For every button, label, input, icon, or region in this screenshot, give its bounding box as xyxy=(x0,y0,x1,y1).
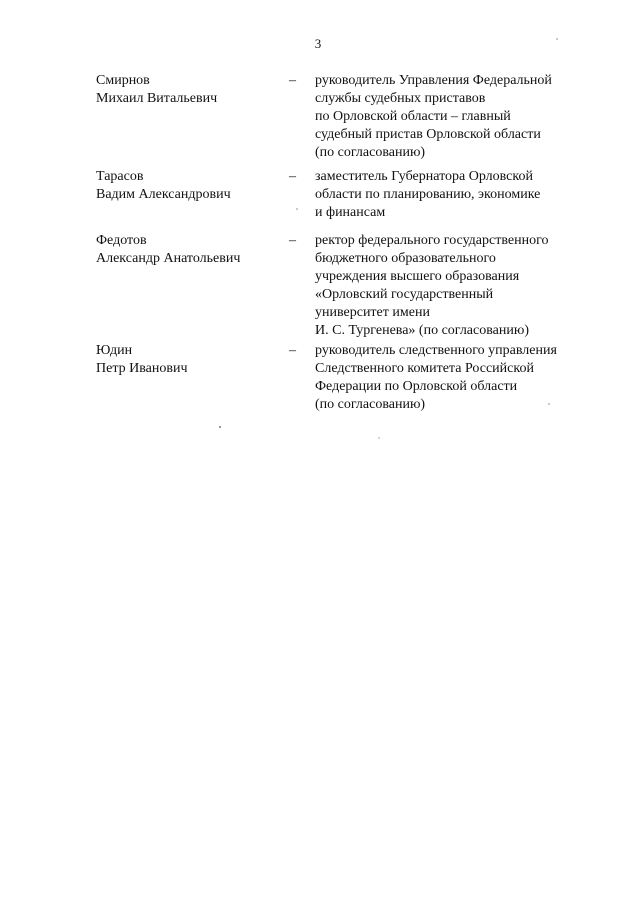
scan-speck xyxy=(556,38,558,40)
member-entry xyxy=(0,168,636,232)
member-surname: Тарасов xyxy=(96,169,144,184)
member-given-names: Петр Иванович xyxy=(96,361,188,376)
role-line: Федерации по Орловской области xyxy=(315,379,518,394)
scan-speck xyxy=(548,403,550,405)
member-role xyxy=(315,232,615,340)
member-name xyxy=(96,232,281,268)
member-role xyxy=(315,168,615,222)
member-list xyxy=(0,72,636,422)
scan-speck xyxy=(296,208,298,210)
page-number: 3 xyxy=(314,36,322,51)
role-line: «Орловский государственный xyxy=(315,287,494,302)
member-surname: Смирнов xyxy=(96,73,150,88)
separator-dash: – xyxy=(289,169,296,184)
role-line: (по согласованию) xyxy=(315,397,426,412)
role-line: руководитель Управления Федеральной xyxy=(315,73,552,88)
role-line: заместитель Губернатора Орловской xyxy=(315,169,533,184)
member-given-names: Александр Анатольевич xyxy=(96,251,241,266)
separator-dash: – xyxy=(289,73,296,88)
member-given-names: Михаил Витальевич xyxy=(96,91,218,106)
member-name xyxy=(96,342,281,378)
scan-speck xyxy=(378,437,380,439)
member-surname: Федотов xyxy=(96,233,147,248)
member-surname: Юдин xyxy=(96,343,133,358)
role-line: ректор федерального государственного xyxy=(315,233,549,248)
member-name xyxy=(96,168,281,204)
role-line: и финансам xyxy=(315,205,386,220)
role-line: по Орловской области – главный xyxy=(315,109,511,124)
role-line: И. С. Тургенева» (по согласованию) xyxy=(315,323,529,338)
role-line: университет имени xyxy=(315,305,430,320)
member-given-names: Вадим Александрович xyxy=(96,187,231,202)
member-entry xyxy=(0,72,636,168)
role-line: Следственного комитета Российской xyxy=(315,361,534,376)
role-line: (по согласованию) xyxy=(315,145,426,160)
member-role xyxy=(315,342,615,414)
member-entry xyxy=(0,342,636,422)
separator-dash: – xyxy=(289,233,296,248)
member-name xyxy=(96,72,281,108)
role-line: судебный пристав Орловской области xyxy=(315,127,541,142)
member-role xyxy=(315,72,615,162)
role-line: бюджетного образовательного xyxy=(315,251,496,266)
scan-speck xyxy=(219,426,221,428)
separator-dash: – xyxy=(289,343,296,358)
member-entry xyxy=(0,232,636,342)
role-line: руководитель следственного управления xyxy=(315,343,557,358)
role-line: области по планированию, экономике xyxy=(315,187,541,202)
role-line: службы судебных приставов xyxy=(315,91,486,106)
role-line: учреждения высшего образования xyxy=(315,269,520,284)
